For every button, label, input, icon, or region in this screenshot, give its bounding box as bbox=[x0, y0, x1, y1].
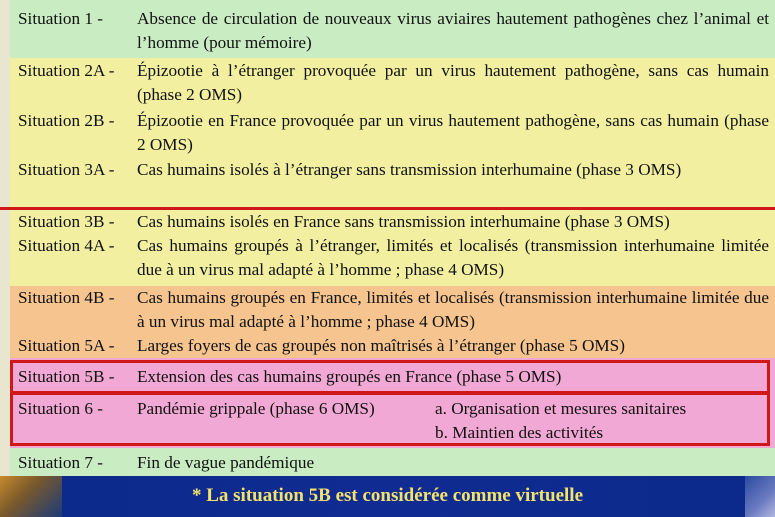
left-edge bbox=[0, 0, 10, 476]
footer-note: * La situation 5B est considérée comme virtuelle bbox=[191, 485, 583, 506]
row-label: Situation 1 - bbox=[18, 9, 103, 28]
row-text: Cas humains groupés en France, limités et localisés (transmission interhumaine limitée due à un virus mal adapté à l’homme ; phase 4 OMS) bbox=[137, 288, 769, 331]
row-label: Situation 5B - bbox=[18, 367, 115, 386]
row-text: Cas humains groupés à l’étranger, limités et localisés (transmission interhumaine limitée due à un virus mal adapté à l’homme ; phase 4 OMS) bbox=[137, 236, 769, 279]
row-label: Situation 2A - bbox=[18, 61, 115, 80]
row-label: Situation 4A - bbox=[18, 236, 115, 255]
row-label: Situation 3A - bbox=[18, 160, 115, 179]
row-label: Situation 6 - bbox=[18, 399, 103, 418]
row-text: Absence de circulation de nouveaux virus aviaires hautement pathogènes chez l’animal et l’homme (pour mémoire) bbox=[137, 9, 769, 52]
row-text: Pandémie grippale (phase 6 OMS) bbox=[137, 399, 375, 418]
row-text: Cas humains isolés à l’étranger sans transmission interhumaine (phase 3 OMS) bbox=[137, 160, 682, 179]
red-box-6 bbox=[10, 392, 770, 446]
subitem-a: a. Organisation et mesures sanitaires bbox=[435, 399, 687, 418]
row-label: Situation 3B - bbox=[18, 212, 115, 231]
row-label: Situation 4B - bbox=[18, 288, 115, 307]
red-box-5b bbox=[10, 360, 770, 394]
row-text: Fin de vague pandémique bbox=[137, 453, 315, 472]
footer-banner bbox=[0, 476, 775, 517]
row-label: Situation 7 - bbox=[18, 453, 103, 472]
row-text: Cas humains isolés en France sans transmission interhumaine (phase 3 OMS) bbox=[137, 212, 670, 231]
row-label: Situation 5A - bbox=[18, 336, 115, 355]
row-text: Larges foyers de cas groupés non maîtrisés à l’étranger (phase 5 OMS) bbox=[137, 336, 625, 355]
row-text: Épizootie en France provoquée par un virus hautement pathogène, sans cas humain (phase 2 OMS) bbox=[137, 111, 769, 154]
row-text: Épizootie à l’étranger provoquée par un virus hautement pathogène, sans cas humain (phase 2 OMS) bbox=[137, 61, 769, 104]
red-separator-line bbox=[0, 207, 775, 210]
subitem-b: b. Maintien des activités bbox=[435, 423, 604, 442]
row-label: Situation 2B - bbox=[18, 111, 115, 130]
row-text: Extension des cas humains groupés en France (phase 5 OMS) bbox=[137, 367, 562, 386]
